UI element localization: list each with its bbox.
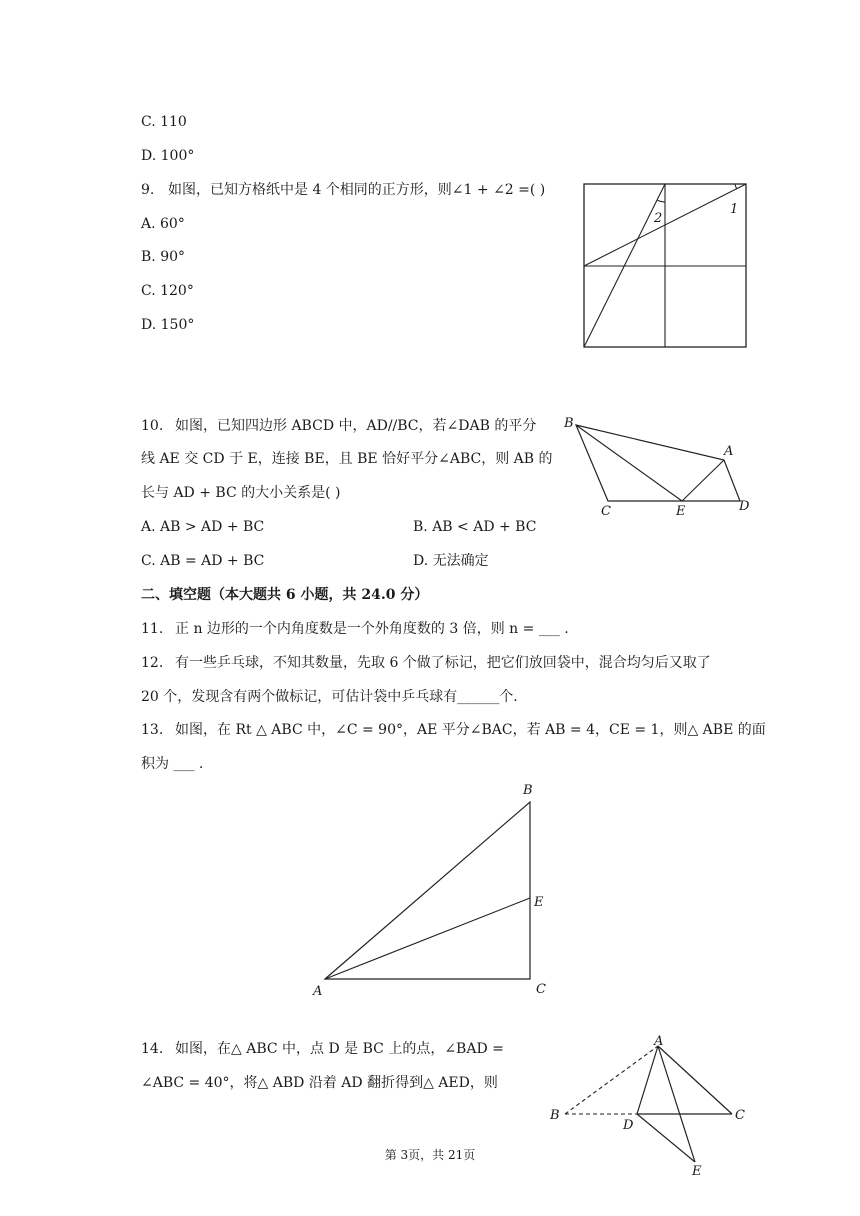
q14-line-2: ∠ABC = 40°，将△ ABD 沿着 AD 翻折得到△ AED，则 [141, 1075, 498, 1091]
q14-label-d: D [623, 1118, 634, 1133]
q8-option-c: C. 110 [141, 114, 187, 130]
q11-number: 11. [141, 621, 164, 637]
q9-option-d: D. 150° [141, 317, 195, 333]
q10-number: 10. [141, 418, 164, 434]
q9-label-2: 2 [654, 211, 663, 226]
q13-right-triangle-figure [305, 778, 565, 1003]
section-2-title: 二、填空题（本大题共 6 小题，共 24.0 分） [141, 587, 429, 603]
q10-label-e: E [676, 504, 686, 519]
q13-label-e: E [534, 895, 544, 910]
q13-line-2: 积为 ___ . [141, 756, 204, 772]
q10-option-d: D. 无法确定 [413, 553, 489, 569]
q9-option-b: B. 90° [141, 249, 186, 265]
q10-quadrilateral-figure [560, 410, 760, 520]
q10-label-c: C [601, 504, 611, 519]
q10-label-d: D [739, 499, 750, 514]
q14-label-e: E [692, 1164, 702, 1179]
q13-line-1: 如图，在 Rt △ ABC 中，∠C = 90°，AE 平分∠BAC，若 AB = 4，CE = 1，则△ ABE 的面 [175, 722, 766, 738]
q10-line-2: 线 AE 交 CD 于 E，连接 BE，且 BE 恰好平分∠ABC，则 AB 的 [141, 451, 553, 467]
q8-option-d: D. 100° [141, 148, 195, 164]
q9-number: 9. [141, 182, 155, 198]
q10-label-a: A [724, 444, 734, 459]
page-footer: 第 3页，共 21页 [384, 1148, 476, 1162]
q13-number: 13. [141, 722, 164, 738]
q10-option-a: A. AB > AD + BC [141, 519, 265, 535]
q10-label-b: B [564, 416, 574, 431]
q14-label-a: A [654, 1034, 664, 1049]
q12-line-2: 20 个，发现含有两个做标记，可估计袋中乒乓球有______个. [141, 689, 518, 705]
q14-label-c: C [735, 1108, 745, 1123]
q11-stem: 正 n 边形的一个内角度数是一个外角度数的 3 倍，则 n = ___ . [175, 621, 569, 637]
q9-grid-figure [580, 180, 750, 350]
q9-option-c: C. 120° [141, 283, 194, 299]
q13-label-b: B [523, 783, 533, 798]
q10-option-b: B. AB < AD + BC [413, 519, 537, 535]
q10-option-c: C. AB = AD + BC [141, 553, 265, 569]
q14-line-1: 如图，在△ ABC 中，点 D 是 BC 上的点，∠BAD = [175, 1041, 504, 1057]
q9-option-a: A. 60° [141, 216, 185, 232]
q14-number: 14. [141, 1041, 164, 1057]
q9-label-1: 1 [730, 202, 739, 217]
q12-line-1: 有一些乒乓球，不知其数量，先取 6 个做了标记，把它们放回袋中，混合均匀后又取了 [175, 655, 711, 671]
q13-label-c: C [536, 982, 546, 997]
q10-line-1: 如图，已知四边形 ABCD 中，AD//BC，若∠DAB 的平分 [175, 418, 537, 434]
q9-stem: 如图，已知方格纸中是 4 个相同的正方形，则∠1 + ∠2 =( ) [168, 182, 546, 198]
q14-label-b: B [550, 1108, 560, 1123]
q13-label-a: A [313, 984, 323, 999]
q12-number: 12. [141, 655, 164, 671]
q10-line-3: 长与 AD + BC 的大小关系是( ) [141, 485, 341, 501]
